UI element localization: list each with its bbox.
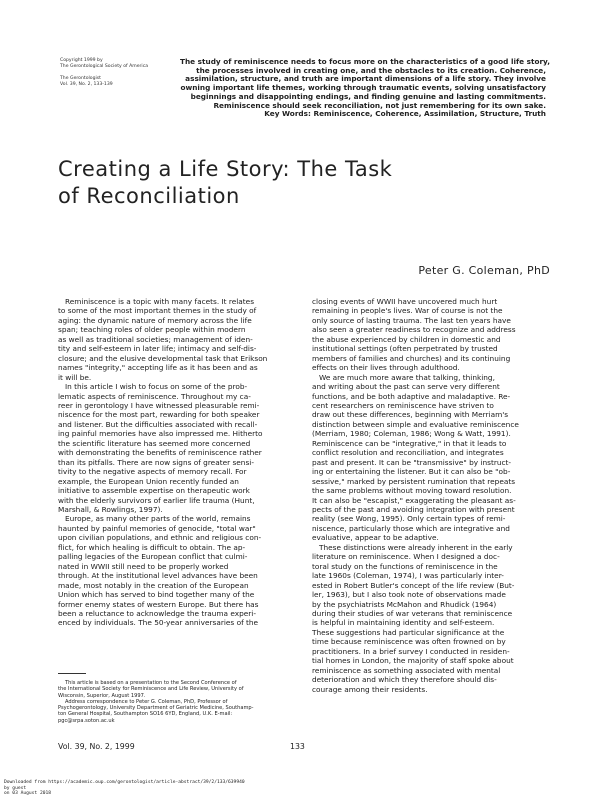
title-line-2: of Reconciliation bbox=[58, 184, 240, 208]
text-line: Europe, as many other parts of the world, remains bbox=[65, 514, 251, 524]
text-line: to some of the most important themes in the study of bbox=[58, 306, 257, 316]
text-line: time because reminiscence was often frowned on by bbox=[312, 637, 506, 647]
text-line: reality (see Wong, 1995). Only certain types of remi- bbox=[312, 514, 506, 524]
text-line: upon civilian populations, and ethnic and religious con- bbox=[58, 533, 262, 543]
download-url-line: Downloaded from https://academic.oup.com/gerontologist/article-abstract/39/2/133/639940 bbox=[4, 780, 245, 785]
text-line: members of families and churches) and its continuing bbox=[312, 353, 511, 363]
abstract-line: Reminiscence should seek reconciliation, not just remembering for its own sake. bbox=[213, 100, 546, 110]
text-line: through. At the institutional level advances have been bbox=[58, 571, 258, 581]
text-line: initiative to assemble expertise on therapeutic work bbox=[58, 486, 250, 496]
text-line: closing events of WWII have uncovered much hurt bbox=[312, 297, 498, 306]
text-line: evaluative, appear to be adaptive. bbox=[312, 533, 439, 543]
text-line: lematic aspects of reminiscence. Throughout my ca- bbox=[58, 391, 251, 401]
title-line-1: Creating a Life Story: The Task bbox=[58, 157, 393, 181]
text-line: (Merriam, 1980; Coleman, 1986; Wong & Watt, 1991). bbox=[312, 429, 511, 439]
abstract bbox=[180, 57, 551, 119]
abstract-line: assimilation, structure, and truth are important dimensions of a life story. They involve bbox=[185, 74, 546, 84]
text-line: sessive," marked by persistent rumination that repeats bbox=[312, 476, 516, 486]
text-line: courage among their residents. bbox=[312, 684, 428, 694]
text-line: Reminiscence is a topic with many facets. It relates bbox=[65, 297, 255, 306]
text-line: deterioration and which they therefore should dis- bbox=[312, 675, 497, 685]
text-line: late 1960s (Coleman, 1974), I was particularly inter- bbox=[312, 571, 504, 581]
journal-name-line: The Gerontologist bbox=[60, 76, 101, 81]
abstract-line: the processes involved in creating one, and the obstacles to its creation. Coherence, bbox=[196, 65, 546, 75]
text-line: draw out these differences, beginning with Merriam's bbox=[312, 410, 509, 420]
body-column-right bbox=[312, 297, 545, 694]
text-line: as well as traditional societies; management of iden- bbox=[58, 334, 253, 344]
text-line: Wisconsin, Superior, August 1997. bbox=[58, 692, 146, 699]
copyright-notice bbox=[60, 58, 190, 88]
article-title bbox=[58, 156, 418, 210]
copyright-line: The Gerontological Society of America bbox=[60, 64, 149, 69]
download-date-line: on 03 August 2018 bbox=[4, 791, 52, 797]
text-line: cent researchers on reminiscence have striven to bbox=[312, 400, 494, 410]
body-column-left bbox=[58, 297, 291, 628]
text-line: This article is based on a presentation to the Second Conference of bbox=[65, 680, 237, 686]
text-line: with the elderly survivors of earlier life trauma (Hunt, bbox=[58, 495, 255, 505]
text-line: span; teaching roles of older people within modern bbox=[58, 325, 246, 335]
text-line: In this article I wish to focus on some of the prob- bbox=[65, 382, 248, 392]
text-line: is helpful in maintaining identity and self-esteem. bbox=[312, 618, 495, 628]
text-line: Marshall, & Rowlings, 1997). bbox=[58, 504, 163, 514]
author-name: Peter G. Coleman, PhD bbox=[418, 264, 550, 277]
text-line: reer in gerontology I have witnessed pleasurable remi- bbox=[58, 400, 260, 410]
text-line: toral study on the functions of reminiscence in the bbox=[312, 561, 498, 571]
text-line: during their studies of war veterans that reminiscence bbox=[312, 608, 513, 618]
text-line: institutional settings (often perpetrated by trusted bbox=[312, 344, 498, 354]
text-line: We are much more aware that talking, thinking, bbox=[319, 372, 495, 382]
text-line: ing or entertaining the listener. But it can also be "ob- bbox=[312, 467, 511, 477]
text-line: conflict resolution and reconciliation, and integrates bbox=[312, 448, 504, 458]
copyright-line: Copyright 1999 by bbox=[60, 58, 103, 63]
text-line: ested in Robert Butler's concept of the life review (But- bbox=[312, 580, 515, 590]
text-line: Union which has served to bind together many of the bbox=[58, 590, 255, 600]
text-line: reminiscence as something associated with mental bbox=[312, 665, 501, 675]
abstract-line: owning important life themes, working through traumatic events, solving unsatisfactory bbox=[180, 83, 546, 93]
text-line: and listener. But the difficulties associated with recall- bbox=[58, 419, 258, 429]
text-line: ton General Hospital, Southampton SO16 6YD, England, U.K. E-mail: bbox=[58, 711, 233, 718]
text-line: tivity to the negative aspects of memory recall. For bbox=[58, 467, 247, 477]
text-line: These distinctions were already inherent in the early bbox=[319, 542, 513, 552]
text-line: made, most notably in the creation of the European bbox=[58, 580, 249, 590]
text-line: ler, 1963), but I also took note of observations made bbox=[312, 590, 506, 600]
download-notice bbox=[4, 780, 564, 797]
journal-volume-line: Vol. 39, No. 2, 133-139 bbox=[60, 82, 113, 87]
abstract-keywords: Key Words: Reminiscence, Coherence, Assimilation, Structure, Truth bbox=[264, 109, 546, 119]
text-line: and writing about the past can serve very different bbox=[312, 382, 500, 392]
text-line: literature on reminiscence. When I designed a doc- bbox=[312, 552, 500, 562]
text-line: it will be. bbox=[58, 372, 92, 382]
text-line: remaining in people's lives. War of course is not the bbox=[312, 306, 503, 316]
text-line: former enemy states of western Europe. But there has bbox=[58, 599, 259, 609]
text-line: niscence, particularly those which are integrative and bbox=[312, 523, 510, 533]
text-line: the same problems without moving toward resolution. bbox=[312, 486, 512, 496]
text-line: functions, and be both adaptive and maladaptive. Re- bbox=[312, 391, 511, 401]
text-line: nated in WWII still need to be properly worked bbox=[58, 561, 229, 571]
text-line: also seen a greater readiness to recognize and address bbox=[312, 325, 516, 335]
text-line: practitioners. In a brief survey I conducted in residen- bbox=[312, 646, 510, 656]
abstract-line: beginnings and disappointing endings, and finding genuine and lasting commitments. bbox=[190, 91, 546, 101]
text-line: tial homes in London, the majority of staff spoke about bbox=[312, 656, 514, 666]
footnotes bbox=[58, 680, 294, 724]
text-line: effects on their lives through adulthood. bbox=[312, 363, 460, 373]
text-line: example, the European Union recently funded an bbox=[58, 476, 239, 486]
text-line: names "integrity," accepting life as it has been and as bbox=[58, 363, 258, 373]
text-line: the abuse experienced by children in domestic and bbox=[312, 334, 501, 344]
text-line: with demonstrating the benefits of reminiscence rather bbox=[58, 448, 262, 458]
text-line: These suggestions had particular significance at the bbox=[312, 627, 505, 637]
text-line: haunted by painful memories of genocide, "total war" bbox=[58, 523, 256, 533]
text-line: pgc@srpa.soton.ac.uk bbox=[58, 717, 115, 724]
text-line: closure; and the elusive developmental task that Erikson bbox=[58, 353, 268, 363]
text-line: distinction between simple and evaluative reminiscence bbox=[312, 419, 519, 429]
text-line: been a reluctance to acknowledge the trauma experi- bbox=[58, 608, 256, 618]
text-line: the International Society for Reminiscence and Life Review, University of bbox=[58, 686, 244, 693]
text-line: ing painful memories have also impressed me. Hitherto bbox=[58, 429, 263, 439]
footnote-rule bbox=[58, 673, 86, 674]
text-line: past and present. It can be "transmissive" by instruct- bbox=[312, 457, 512, 467]
journal-reference: Vol. 39, No. 2, 1999 bbox=[58, 742, 135, 751]
text-line: by the psychiatrists McMahon and Rhudick (1964) bbox=[312, 599, 497, 609]
text-line: flict, for which healing is difficult to obtain. The ap- bbox=[58, 542, 246, 552]
text-line: Reminiscence can be "integrative," in that it leads to bbox=[312, 438, 507, 448]
text-line: enced by individuals. The 50-year anniversaries of the bbox=[58, 618, 259, 628]
text-line: than its pitfalls. There are now signs of greater sensi- bbox=[58, 457, 254, 467]
text-line: niscence for the most part, rewarding for both speaker bbox=[58, 410, 260, 420]
abstract-line: The study of reminiscence needs to focus more on the characteristics of a good life story, bbox=[180, 57, 551, 66]
text-line: pects of the past and avoiding integration with present bbox=[312, 504, 515, 514]
text-line: tity and self-esteem in later life; intimacy and self-dis- bbox=[58, 344, 257, 354]
download-guest-line: by guest bbox=[4, 785, 27, 791]
text-line: the scientific literature has seemed more concerned bbox=[58, 438, 251, 448]
text-line: It can also be "escapist," exaggerating the pleasant as- bbox=[312, 495, 516, 505]
text-line: aging: the dynamic nature of memory across the life bbox=[58, 315, 252, 325]
text-line: only source of lasting trauma. The last ten years have bbox=[312, 315, 511, 325]
text-line: Psychogerontology, University Department of Geriatric Medicine, Southamp- bbox=[58, 705, 254, 712]
text-line: Address correspondence to Peter G. Coleman, PhD, Professor of bbox=[65, 698, 228, 705]
page-number: 133 bbox=[290, 742, 305, 751]
text-line: palling legacies of the European conflict that culmi- bbox=[58, 552, 248, 562]
